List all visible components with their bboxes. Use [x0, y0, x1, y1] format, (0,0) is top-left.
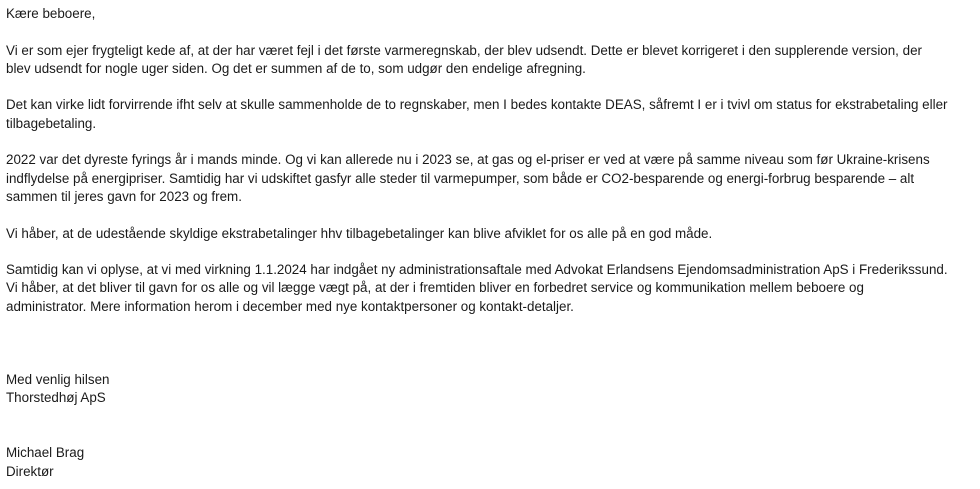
text-line: sammen til jeres gavn for 2023 og frem. [6, 188, 242, 204]
text-line: tilbagebetaling. [6, 115, 97, 131]
text-line: Vi er som ejer frygteligt kede af, at der har været fejl i det første varmeregnskab, der blev udsendt. Dette er blevet korrigeret i den supplerende version, der [6, 42, 922, 58]
text-line: Samtidig kan vi oplyse, at vi med virkning 1.1.2024 har indgået ny administrationsaftale med Advokat Erlandsens Ejendomsadministration ApS i Frederikssund. [6, 262, 948, 278]
text-line: Vi håber, at de udestående skyldige ekstrabetalinger hhv tilbagebetalinger kan blive afviklet for os alle på en god måde. [6, 225, 713, 241]
closing: Med venlig hilsen [6, 372, 110, 388]
company-name: Thorstedhøj ApS [6, 390, 106, 406]
paragraph-contact-deas [6, 96, 974, 133]
paragraph-apology [6, 42, 974, 79]
paragraph-payments [6, 225, 974, 243]
greeting: Kære beboere, [6, 6, 96, 21]
text-line: Det kan virke lidt forvirrende ifht selv at skulle sammenholde de to regnskaber, men I bedes kontakte DEAS, såfremt I er i tvivl om status for ekstrabetaling eller [6, 97, 948, 113]
text-line: administrator. Mere information herom i december med nye kontaktpersoner og kontakt-detaljer. [6, 298, 574, 314]
signature-block [6, 371, 974, 481]
text-line: blev udsendt for nogle uger siden. Og det er summen af de to, som udgør den endelige afregning. [6, 60, 586, 76]
text-line: indflydelse på energipriser. Samtidig har vi udskiftet gasfyr alle steder til varmepumper, som både er CO2-besparende og energi-forbrug besparende – alt [6, 170, 915, 186]
text-line: 2022 var det dyreste fyrings år i mands minde. Og vi kan allerede nu i 2023 se, at gas og el-priser er ved at være på samme niveau som før Ukraine-krisens [6, 152, 930, 168]
signer-title: Direktør [6, 463, 54, 479]
paragraph-new-administrator [6, 261, 974, 316]
signer-name: Michael Brag [6, 445, 85, 461]
letter [6, 5, 974, 481]
text-line: Vi håber, at det bliver til gavn for os alle og vil lægge vægt på, at der i fremtiden bliver en forbedret service og kommunikation mellem beboere og [6, 280, 864, 296]
paragraph-energy-prices [6, 151, 974, 206]
